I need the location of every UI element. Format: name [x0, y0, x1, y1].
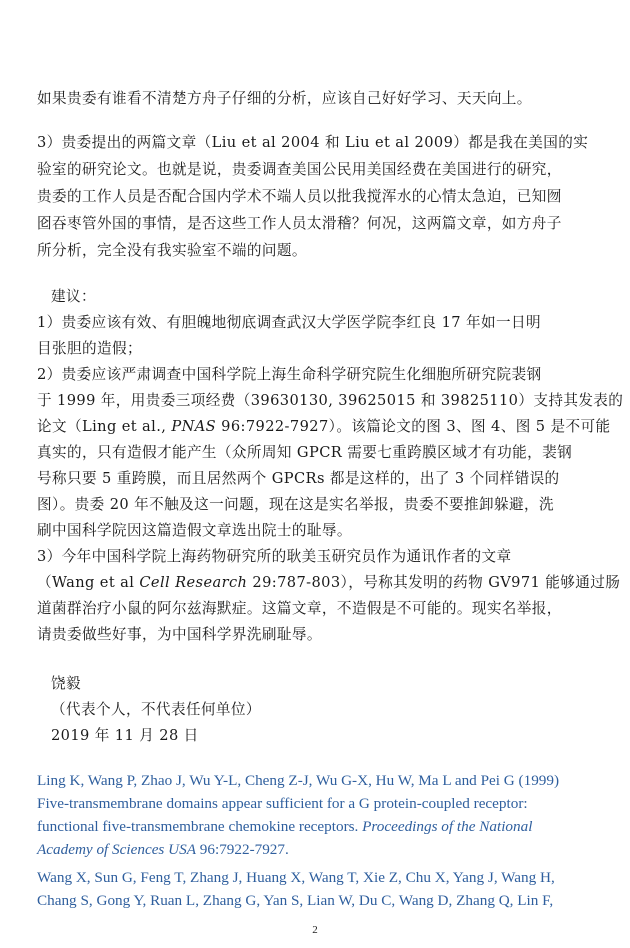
- page-number: 2: [312, 924, 318, 936]
- suggestion3-line-3: 道菌群治疗小鼠的阿尔兹海默症。这篇文章，不造假是不可能的。现实名举报，: [37, 600, 562, 617]
- suggestion2-line-1: 2）贵委应该严肃调查中国科学院上海生命科学研究院生化细胞所研究院裴钢: [37, 366, 542, 383]
- suggestion2-line-6: 图）。贵委 20 年不触及这一问题，现在这是实名举报，贵委不要推卸躲避，洗: [37, 496, 554, 513]
- journal-cell-research: Cell Research: [139, 574, 248, 591]
- intro-line: 如果贵委有谁看不清楚方舟子仔细的分析，应该自己好好学习、天天向上。: [37, 90, 532, 107]
- suggestion2-line-2: 于 1999 年，用贵委三项经费（39630130, 39625015 和 39825110）支持其发表的: [37, 392, 624, 409]
- point3-line-5: 所分析，完全没有我实验室不端的问题。: [37, 242, 307, 259]
- suggestion3-line-1: 3）今年中国科学院上海药物研究所的耿美玉研究员作为通讯作者的文章: [37, 548, 512, 565]
- point3-line-1: 3）贵委提出的两篇文章（Liu et al 2004 和 Liu et al 2009）都是我在美国的实: [37, 134, 589, 151]
- point3-line-4: 囵吞枣管外国的事情，是否这些工作人员太滑稽？何况，这两篇文章，如方舟子: [37, 215, 562, 232]
- suggestion2-line-7: 刷中国科学院因这篇造假文章选出院士的耻辱。: [37, 522, 352, 539]
- journal-pnas: PNAS: [171, 418, 217, 435]
- reference2-line-1: Wang X, Sun G, Feng T, Zhang J, Huang X, Wang T, Xie Z, Chu X, Yang J, Wang H,: [37, 869, 555, 886]
- suggestion2-line-5: 号称只要 5 重跨膜，而且居然两个 GPCRs 都是这样的，出了 3 个同样错误的: [37, 470, 560, 487]
- reference2-line-2: Chang S, Gong Y, Ruan L, Zhang G, Yan S, Lian W, Du C, Wang D, Zhang Q, Lin F,: [37, 892, 554, 909]
- suggestion1-line-1: 1）贵委应该有效、有胆魄地彻底调查武汉大学医学院李红良 17 年如一日明: [37, 314, 541, 331]
- signature-note: （代表个人，不代表任何单位）: [51, 701, 261, 718]
- suggestion2-line-3-b: 96:7922-7927）。该篇论文的图 3、图 4、图 5 是不可能: [216, 418, 611, 435]
- reference1-line-4-b: 96:7922-7927.: [195, 841, 289, 858]
- point3-line-3: 贵委的工作人员是否配合国内学术不端人员以批我搅浑水的心情太急迫，已知囫: [37, 188, 562, 205]
- suggestion3-line-4: 请贵委做些好事，为中国科学界洗刷耻辱。: [37, 626, 322, 643]
- suggestion3-line-2-b: 29:787-803），号称其发明的药物 GV971 能够通过肠: [247, 574, 621, 591]
- suggestions-heading: 建议：: [51, 288, 96, 305]
- reference1-line-4: [37, 840, 289, 860]
- point3-line-2: 验室的研究论文。也就是说，贵委调查美国公民用美国经费在美国进行的研究，: [37, 161, 562, 178]
- reference1-line-3: [37, 817, 532, 837]
- reference1-line-2: Five-transmembrane domains appear sufficient for a G protein-coupled receptor:: [37, 795, 528, 812]
- suggestion3-line-2-a: （Wang et al: [37, 574, 140, 591]
- suggestion1-line-2: 目张胆的造假；: [37, 340, 142, 357]
- reference1-line-1: Ling K, Wang P, Zhao J, Wu Y-L, Cheng Z-J, Wu G-X, Hu W, Ma L and Pei G (1999): [37, 772, 560, 789]
- suggestion2-line-3-a: 论文（Ling et al.,: [37, 418, 172, 435]
- signature-name: 饶毅: [51, 675, 81, 692]
- signature-date: 2019 年 11 月 28 日: [51, 727, 199, 744]
- suggestion3-line-2: [37, 573, 620, 593]
- reference1-journal-part-1: Proceedings of the National: [362, 818, 533, 835]
- suggestion2-line-3: [37, 417, 610, 437]
- reference1-line-3-a: functional five-transmembrane chemokine receptors.: [37, 818, 363, 835]
- reference1-journal-part-2: Academy of Sciences USA: [37, 841, 196, 858]
- suggestion2-line-4: 真实的，只有造假才能产生（众所周知 GPCR 需要七重跨膜区域才有功能，裴钢: [37, 444, 573, 461]
